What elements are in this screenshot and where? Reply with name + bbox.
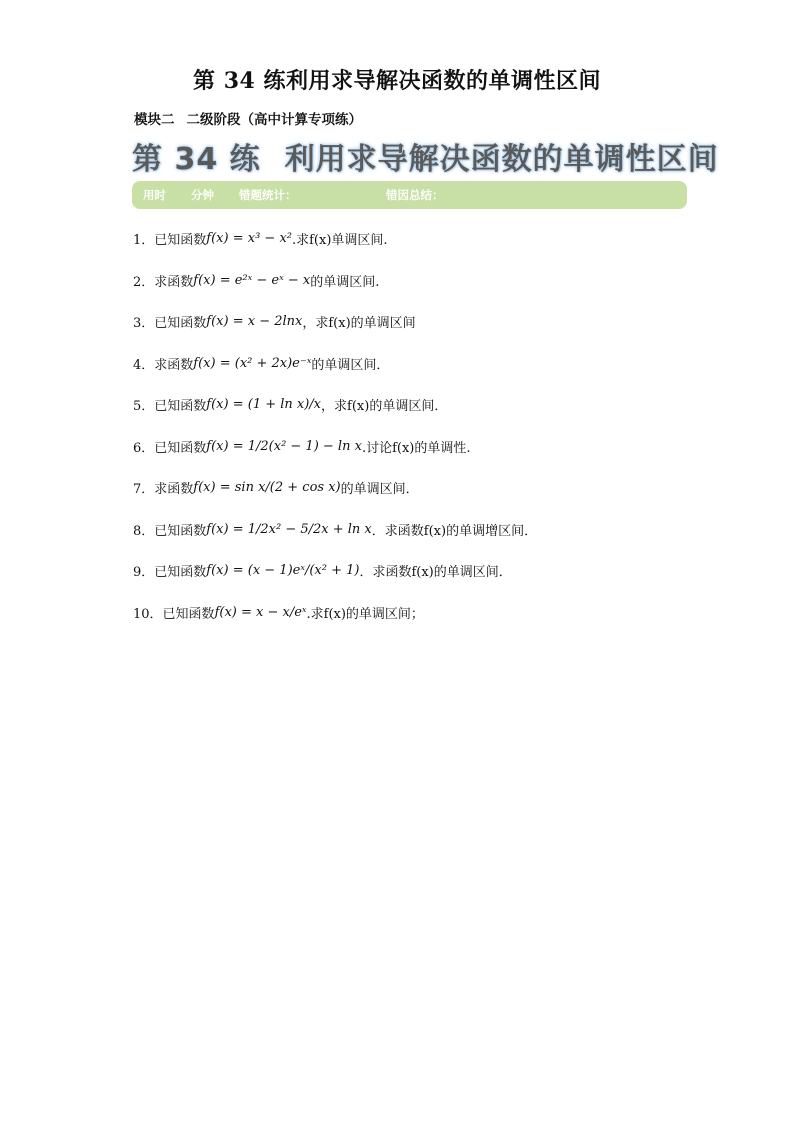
problem-7	[133, 467, 733, 509]
problem-4	[133, 343, 733, 385]
problem-formula: f(x) = e²ˣ − eˣ − x	[193, 272, 311, 288]
problem-formula: f(x) = (1 + ln x)/x	[206, 397, 322, 413]
problem-formula: f(x) = x − 2lnx	[206, 314, 303, 330]
problem-prefix: 求函数	[154, 357, 194, 373]
problem-3	[133, 301, 733, 343]
problem-5	[133, 384, 733, 426]
problem-prefix: 已知函数	[154, 523, 207, 539]
minutes-label: 分钟	[191, 188, 214, 202]
problem-10	[133, 592, 733, 634]
stats-bar	[132, 181, 687, 209]
problem-prefix: 已知函数	[154, 233, 207, 249]
problem-number: 5．	[133, 399, 155, 415]
problem-2	[133, 260, 733, 302]
module-stage: 二级阶段（高中计算专项练）	[186, 112, 362, 128]
problem-suffix: ，求f(x)的单调区间．	[321, 399, 448, 415]
problem-number: 7．	[133, 482, 155, 498]
problem-prefix: 求函数	[154, 482, 194, 498]
problem-suffix: .求f(x)单调区间.	[291, 233, 388, 249]
problem-8	[133, 509, 733, 551]
problem-9	[133, 550, 733, 592]
problem-number: 9．	[133, 565, 155, 581]
page-title: 第 34 练利用求导解决函数的单调性区间	[193, 68, 601, 94]
problem-suffix: 的单调区间．	[311, 357, 390, 373]
problem-number: 10．	[133, 606, 163, 622]
banner-topic: 利用求导解决函数的单调性区间	[284, 142, 719, 177]
problem-number: 1．	[133, 233, 155, 249]
problem-suffix: .求f(x)的单调区间；	[306, 606, 424, 622]
problem-formula: f(x) = 1/2x² − 5/2x + ln x	[206, 521, 372, 537]
problem-list	[133, 218, 733, 633]
problem-formula: f(x) = x − x/eˣ	[214, 604, 307, 620]
problem-prefix: 已知函数	[154, 316, 207, 332]
error-count-label: 错题统计：	[239, 188, 297, 202]
problem-6	[133, 426, 733, 468]
problem-prefix: 已知函数	[162, 606, 215, 622]
problem-1	[133, 218, 733, 260]
problem-formula: f(x) = sin x/(2 + cos x)	[193, 480, 341, 496]
problem-number: 8．	[133, 523, 155, 539]
problem-formula: f(x) = 1/2(x² − 1) − ln x	[206, 438, 362, 454]
module-heading	[134, 108, 362, 128]
problem-number: 6．	[133, 440, 155, 456]
problem-suffix: ．求函数f(x)的单调增区间．	[371, 523, 538, 539]
problem-formula: f(x) = (x − 1)eˣ/(x² + 1)	[206, 563, 360, 579]
problem-suffix: 的单调区间．	[340, 482, 419, 498]
problem-number: 2．	[133, 274, 155, 290]
problem-number: 3．	[133, 316, 155, 332]
problem-formula: f(x) = x³ − x²	[206, 231, 292, 247]
problem-number: 4．	[133, 357, 155, 373]
banner-number: 第 34 练	[132, 142, 261, 177]
problem-suffix: ．求函数f(x)的单调区间．	[359, 565, 512, 581]
problem-prefix: 求函数	[154, 274, 194, 290]
problem-suffix: 的单调区间.	[310, 274, 380, 290]
problem-prefix: 已知函数	[154, 565, 207, 581]
problem-prefix: 已知函数	[154, 440, 207, 456]
problem-prefix: 已知函数	[154, 399, 207, 415]
problem-suffix: ，求f(x)的单调区间	[302, 316, 416, 332]
module-name: 模块二	[134, 112, 175, 128]
exercise-banner	[132, 134, 719, 178]
problem-formula: f(x) = (x² + 2x)e⁻ˣ	[193, 355, 312, 371]
error-reason-label: 错因总结：	[386, 188, 444, 202]
problem-suffix: .讨论f(x)的单调性.	[361, 440, 471, 456]
time-label: 用时	[143, 188, 166, 202]
